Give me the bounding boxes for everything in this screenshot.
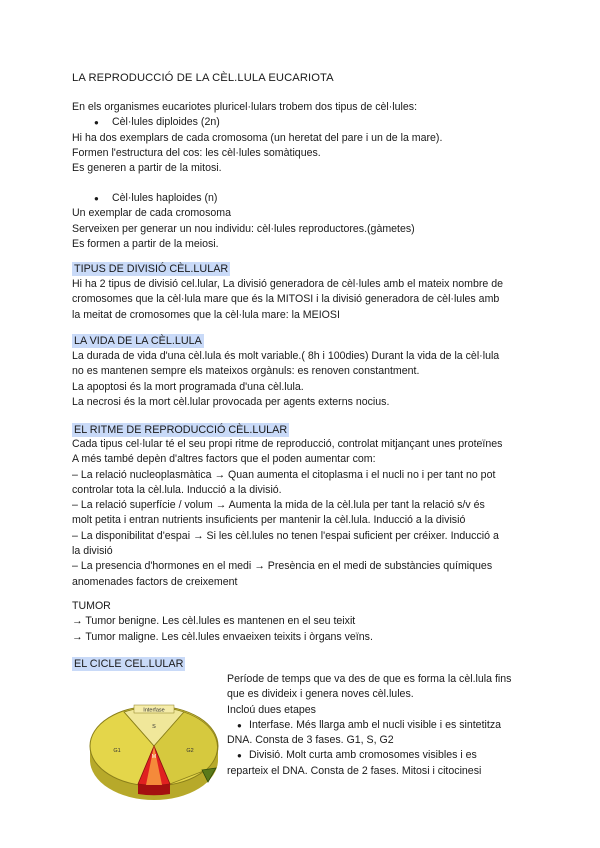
- cycle-bullet-division-cont: reparteix el DNA. Consta de 2 fases. Mitosi i citocinesi: [227, 764, 482, 777]
- rhythm-line-9: – La presencia d'hormones en el medi → Presència en el medi de substàncies químiques: [72, 560, 493, 573]
- mitosis-side: [138, 784, 170, 795]
- cycle-section: [227, 672, 537, 779]
- life-line-2: no es mantenen sempre els mateixos orgànuls: es renoven constantment.: [72, 365, 420, 378]
- rhythm-line-4: controlar tota la cèl.lula. Inducció a la divisió.: [72, 483, 282, 496]
- diploid-line-3: Es generen a partir de la mitosi.: [72, 162, 222, 175]
- rhythm-heading: EL RITME DE REPRODUCCIÓ CÈL.LULAR: [74, 424, 288, 436]
- division-section: [72, 277, 532, 323]
- tumor-line-1: → Tumor benigne. Les cèl.lules es mantenen en el seu teixit: [72, 615, 356, 628]
- tumor-section: [72, 599, 532, 645]
- haploid-line-2: Serveixen per generar un nou individu: cèl·lules reproductores.(gàmetes): [72, 222, 415, 235]
- rhythm-line-3: – La relació nucleoplasmàtica → Quan aumenta el citoplasma i el nucli no i per tant no pot: [72, 468, 496, 481]
- rhythm-line-7: – La disponibilitat d'espai → Si les cèl.lules no tenen l'espai suficient per créixer. Inducció a: [72, 529, 499, 542]
- intro-section: [72, 100, 532, 176]
- division-line-2: cromosomes que la cèl·lula mare que és la MITOSI i la divisió generadora de cèl·lules amb: [72, 293, 500, 306]
- rhythm-line-2: A més també depèn d'altres factors que el poden aumentar com:: [72, 453, 376, 466]
- life-line-1: La durada de vida d'una cèl.lula és molt variable.( 8h i 100dies) Durant la vida de la cèl·lula: [72, 350, 500, 362]
- life-line-3: La apoptosi és la mort programada d'una cèl.lula.: [72, 380, 304, 393]
- interphase-label: Interfase: [143, 707, 165, 714]
- cycle-line-2: que es divideix i genera noves cèl.lules.: [227, 688, 414, 701]
- cycle-line-3: Incloú dues etapes: [227, 703, 316, 716]
- cycle-heading: EL CICLE CEL.LULAR: [74, 658, 184, 670]
- diploid-line-1: Hi ha dos exemplars de cada cromosoma (un heretat del pare i un de la mare).: [72, 131, 443, 144]
- g2-label: G2: [186, 748, 194, 754]
- haploid-line-3: Es formen a partir de la meiosi.: [72, 237, 219, 250]
- intro-text: En els organismes eucariotes pluricel·lulars trobem dos tipus de cèl·lules:: [72, 101, 418, 113]
- rhythm-section: [72, 437, 532, 590]
- division-heading: TIPUS DE DIVISIÓ CÈL.LULAR: [74, 263, 229, 275]
- haploid-section: [72, 191, 532, 252]
- life-heading: LA VIDA DE LA CÈL.LULA: [74, 335, 202, 347]
- cycle-line-1: Període de temps que va des de que es forma la cèl.lula fins: [227, 673, 512, 685]
- s-label: S: [152, 724, 156, 730]
- diploid-line-2: Formen l'estructura del cos: les cèl·lules somàtiques.: [72, 146, 321, 159]
- rhythm-line-10: anomenades factors de creixement: [72, 575, 238, 588]
- diploid-bullet: ● Cèl·lules diploides (2n): [94, 115, 532, 130]
- tumor-label: TUMOR: [72, 600, 111, 612]
- haploid-line-1: Un exemplar de cada cromosoma: [72, 207, 231, 220]
- m-label: M: [151, 754, 157, 760]
- rhythm-line-6: molt petita i entran nutrients insuficients per mantenir la cèl.lula. Inducció a la divisió: [72, 514, 466, 527]
- rhythm-line-5: – La relació superfície / volum → Aumenta la mida de la cèl.lula per tant la relació s/v és: [72, 499, 485, 512]
- cycle-bullet-interphase-cont: DNA. Consta de 3 fases. G1, S, G2: [227, 734, 394, 747]
- cell-cycle-svg: [84, 686, 224, 806]
- document-title: LA REPRODUCCIÓ DE LA CÈL.LULA EUCARIOTA: [72, 72, 334, 84]
- cell-cycle-diagram: [84, 686, 224, 806]
- life-line-4: La necrosi és la mort cèl.lular provocada per agents externs nocius.: [72, 395, 390, 408]
- haploid-bullet: ● Cèl·lules haploides (n): [94, 191, 532, 206]
- rhythm-line-1: Cada tipus cel·lular té el seu propi ritme de reproducció, controlat mitjançant unes proteïnes: [72, 438, 503, 450]
- division-line-3: la meitat de cromosomes que la cèl·lula mare: la MEIOSI: [72, 308, 340, 321]
- g1-label: G1: [113, 748, 121, 754]
- rhythm-line-8: la divisió: [72, 545, 113, 558]
- tumor-line-2: → Tumor maligne. Les cèl.lules envaeixen teixits i òrgans veïns.: [72, 630, 373, 643]
- cycle-bullet-division: ● Divisió. Molt curta amb cromosomes visibles i es: [227, 748, 537, 763]
- division-line-1: Hi ha 2 tipus de divisió cel.lular, La divisió generadora de cèl·lules amb el mateix nombre de: [72, 278, 504, 290]
- life-section: [72, 349, 532, 410]
- cycle-bullet-interphase: ● Interfase. Més llarga amb el nucli visible i es sintetitza: [227, 718, 537, 733]
